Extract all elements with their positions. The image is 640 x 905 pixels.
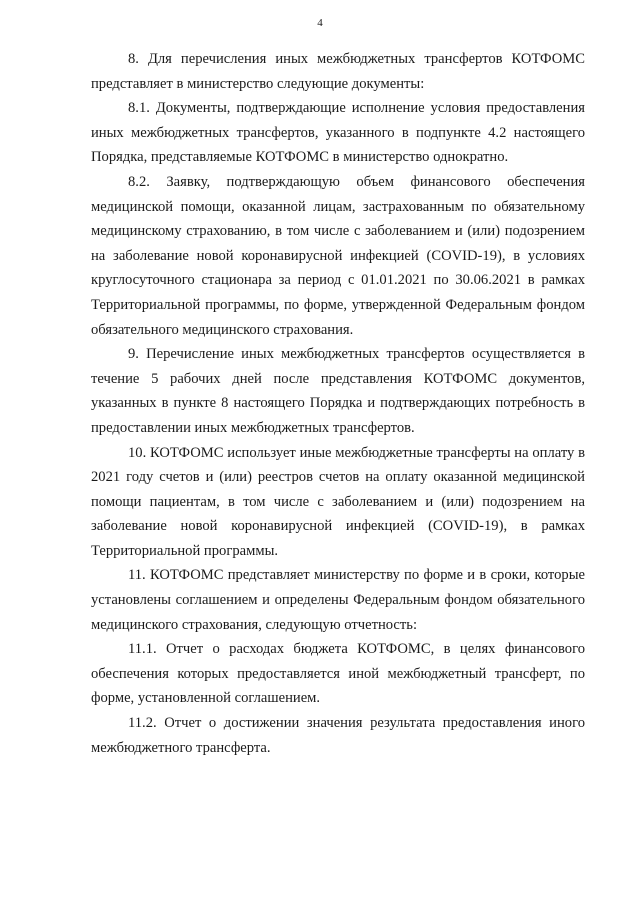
paragraph-8-2: 8.2. Заявку, подтверждающую объем финансового обеспечения медицинской помощи, оказанной лицам, застрахованным по обязательному медицинскому страхованию, в том числе с заболеванием и (или) подозрением на заболевание новой коронавирусной инфекцией (COVID-19), в условиях круглосуточного стационара за период с 01.01.2021 по 30.06.2021 в рамках Территориальной программы, по форме, утвержденной Федеральным фондом обязательного медицинского страхования. [91, 173, 585, 338]
paragraph-11-1: 11.1. Отчет о расходах бюджета КОТФОМС, в целях финансового обеспечения которых предоставляется иной межбюджетный трансферт, по форме, установленной соглашением. [91, 641, 585, 707]
page-number: 4 [317, 17, 323, 29]
paragraph-8: 8. Для перечисления иных межбюджетных трансфертов КОТФОМС представляет в министерство следующие документы: [91, 51, 585, 92]
document-body [91, 47, 585, 760]
paragraph-9: 9. Перечисление иных межбюджетных трансфертов осуществляется в течение 5 рабочих дней после представления КОТФОМС документов, указанных в пункте 8 настоящего Порядка и подтверждающих потребность в предоставлении иных межбюджетных трансфертов. [91, 346, 585, 436]
paragraph-11-2: 11.2. Отчет о достижении значения результата предоставления иного межбюджетного трансферта. [91, 715, 585, 756]
paragraph-10: 10. КОТФОМС использует иные межбюджетные трансферты на оплату в 2021 году счетов и (или) реестров счетов на оплату оказанной медицинской помощи пациентам, в том числе с заболеванием и (или) подозрением на заболевание новой коронавирусной инфекцией (COVID-19), в рамках Территориальной программы. [91, 444, 585, 559]
paragraph-11: 11. КОТФОМС представляет министерству по форме и в сроки, которые установлены соглашением и определены Федеральным фондом обязательного медицинского страхования, следующую отчетность: [91, 567, 585, 633]
paragraph-8-1: 8.1. Документы, подтверждающие исполнение условия предоставления иных межбюджетных трансфертов, указанного в подпункте 4.2 настоящего Порядка, представляемые КОТФОМС в министерство однократно. [91, 100, 585, 166]
